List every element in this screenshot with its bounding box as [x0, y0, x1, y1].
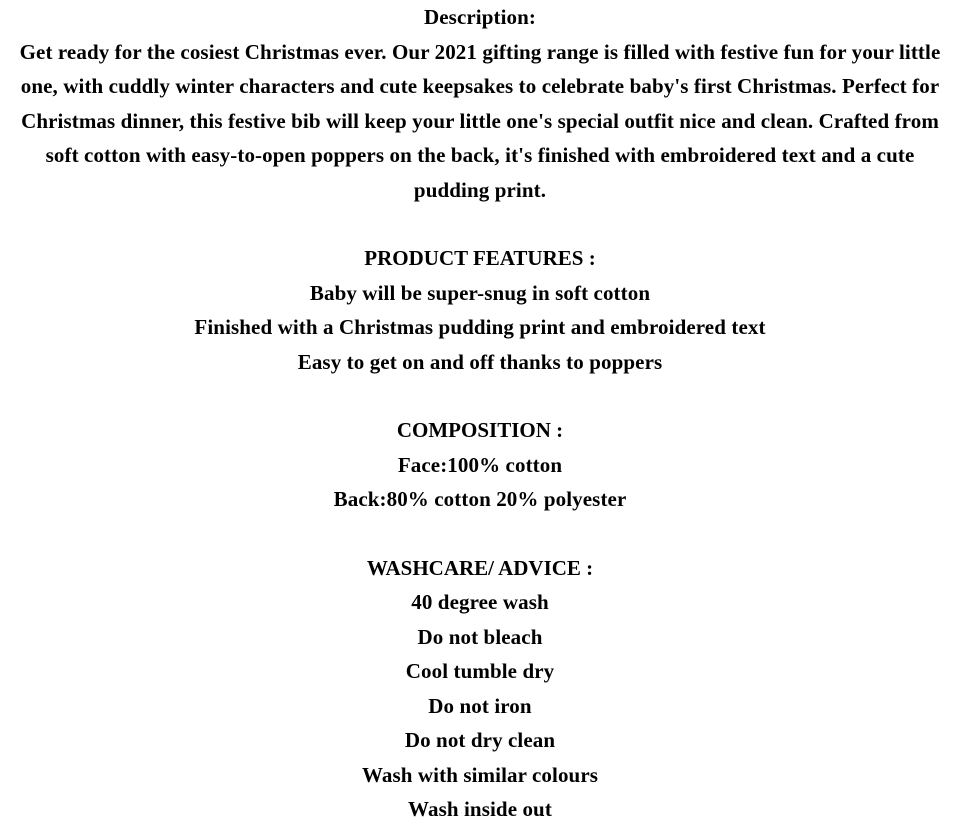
section-spacer	[6, 207, 954, 241]
composition-item: Back:80% cotton 20% polyester	[333, 487, 627, 511]
product-features-item: Finished with a Christmas pudding print and embroidered text	[194, 315, 766, 339]
description-label: Description:	[423, 5, 536, 29]
section-spacer	[6, 517, 954, 551]
section-spacer	[6, 379, 954, 413]
composition-item: Face:100% cotton	[397, 452, 563, 477]
section-heading-composition: COMPOSITION :	[396, 418, 564, 442]
washcare-item: 40 degree wash	[411, 590, 549, 614]
product-features-item: Easy to get on and off thanks to poppers	[297, 349, 663, 374]
washcare-item: Wash inside out	[408, 797, 552, 821]
washcare-item: Do not iron	[428, 693, 532, 718]
washcare-item: Wash with similar colours	[361, 762, 599, 787]
product-features-item: Baby will be super-snug in soft cotton	[309, 280, 651, 305]
section-heading-washcare-advice: WASHCARE/ ADVICE :	[366, 555, 594, 580]
washcare-item: Cool tumble dry	[405, 659, 555, 683]
section-heading-product-features: PRODUCT FEATURES :	[364, 246, 596, 270]
description-body: Get ready for the cosiest Christmas ever. Our 2021 gifting range is filled with festive fun for your little one, with cuddly winter characters and cute keepsakes to celebrate baby's first Christmas. Perfect for Christmas dinner, this festive bib will keep your little one's special outfit nice and clean. Crafted from soft cotton with easy-to-open poppers on the back, it's finished with embroidered text and a cute pudding print.	[19, 39, 941, 202]
washcare-item: Do not bleach	[417, 624, 543, 649]
washcare-item: Do not dry clean	[404, 728, 556, 752]
